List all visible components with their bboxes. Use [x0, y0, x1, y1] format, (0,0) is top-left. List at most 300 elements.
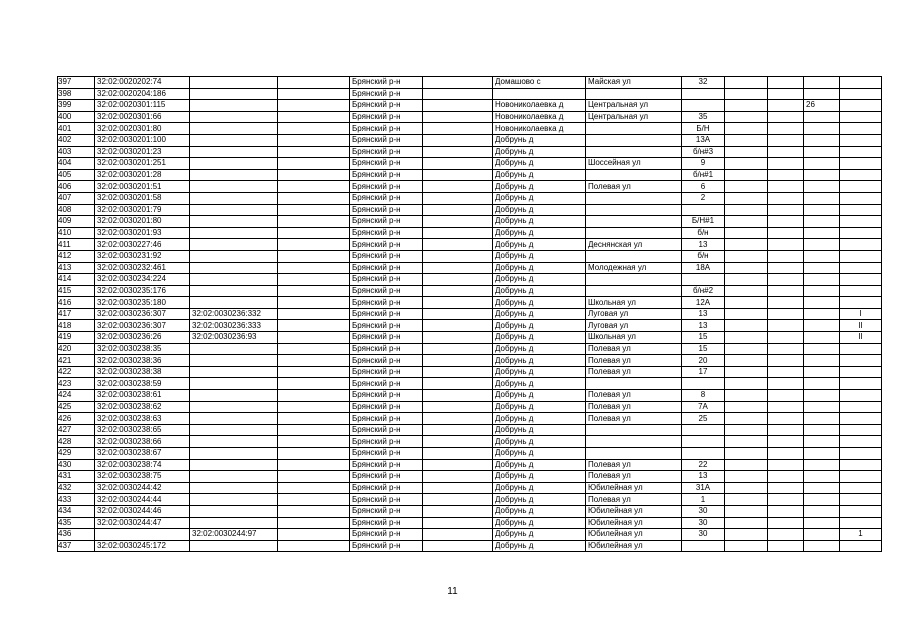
cell-structure	[768, 285, 804, 297]
cell-parent-cadastral-number	[190, 192, 278, 204]
cell-room	[840, 401, 882, 413]
cell-apartment	[804, 285, 840, 297]
cell-building	[725, 297, 768, 309]
table-row	[58, 274, 882, 286]
cell-street: Юбилейная ул	[586, 517, 682, 529]
cell-blank-col-a	[278, 123, 350, 135]
cell-blank-col-b	[423, 424, 493, 436]
cell-structure	[768, 134, 804, 146]
cell-blank-col-b	[423, 505, 493, 517]
cell-cadastral-number: 32:02:0030201:23	[95, 146, 190, 158]
table-row	[58, 320, 882, 332]
cell-district: Брянский р-н	[350, 204, 423, 216]
cell-blank-col-a	[278, 227, 350, 239]
cell-apartment	[804, 297, 840, 309]
cell-district: Брянский р-н	[350, 436, 423, 448]
cell-blank-col-b	[423, 134, 493, 146]
cell-apartment	[804, 517, 840, 529]
cell-district: Брянский р-н	[350, 146, 423, 158]
cell-room	[840, 297, 882, 309]
cell-row-number: 420	[58, 343, 95, 355]
cell-house-number	[682, 448, 725, 460]
cell-settlement: Добрунь д	[493, 459, 586, 471]
table-row	[58, 158, 882, 170]
cell-house-number: 2	[682, 192, 725, 204]
table-row	[58, 505, 882, 517]
cell-structure	[768, 216, 804, 228]
cell-settlement: Добрунь д	[493, 158, 586, 170]
cell-street: Юбилейная ул	[586, 529, 682, 541]
cell-parent-cadastral-number	[190, 216, 278, 228]
cell-room: II	[840, 320, 882, 332]
cell-district: Брянский р-н	[350, 517, 423, 529]
cell-cadastral-number: 32:02:0030244:42	[95, 482, 190, 494]
cell-house-number: 7А	[682, 401, 725, 413]
cell-settlement: Добрунь д	[493, 274, 586, 286]
cell-structure	[768, 529, 804, 541]
cell-blank-col-b	[423, 494, 493, 506]
cell-street: Полевая ул	[586, 459, 682, 471]
cell-district: Брянский р-н	[350, 227, 423, 239]
cell-house-number: 32	[682, 77, 725, 89]
cell-settlement: Добрунь д	[493, 424, 586, 436]
cell-apartment	[804, 494, 840, 506]
cell-settlement: Добрунь д	[493, 366, 586, 378]
cell-structure	[768, 320, 804, 332]
cell-street: Шоссейная ул	[586, 158, 682, 170]
cell-house-number: 17	[682, 366, 725, 378]
cell-building	[725, 274, 768, 286]
cell-cadastral-number: 32:02:0030238:67	[95, 448, 190, 460]
cell-apartment	[804, 424, 840, 436]
table-row	[58, 413, 882, 425]
cell-parent-cadastral-number	[190, 169, 278, 181]
cell-parent-cadastral-number	[190, 343, 278, 355]
cell-row-number: 431	[58, 471, 95, 483]
cell-settlement: Добрунь д	[493, 146, 586, 158]
cell-building	[725, 343, 768, 355]
cell-district: Брянский р-н	[350, 134, 423, 146]
table-row	[58, 262, 882, 274]
cell-row-number: 437	[58, 540, 95, 552]
cell-blank-col-b	[423, 100, 493, 112]
cell-district: Брянский р-н	[350, 355, 423, 367]
cell-blank-col-a	[278, 111, 350, 123]
cell-structure	[768, 436, 804, 448]
cell-room	[840, 100, 882, 112]
cell-district: Брянский р-н	[350, 181, 423, 193]
cell-apartment	[804, 459, 840, 471]
table-row	[58, 448, 882, 460]
cell-room	[840, 448, 882, 460]
table-row	[58, 111, 882, 123]
cell-room	[840, 204, 882, 216]
cell-row-number: 435	[58, 517, 95, 529]
table-row	[58, 459, 882, 471]
cell-cadastral-number: 32:02:0030201:80	[95, 216, 190, 228]
cell-row-number: 402	[58, 134, 95, 146]
cell-district: Брянский р-н	[350, 239, 423, 251]
cell-structure	[768, 448, 804, 460]
cell-apartment	[804, 216, 840, 228]
cell-district: Брянский р-н	[350, 158, 423, 170]
cell-district: Брянский р-н	[350, 343, 423, 355]
cell-parent-cadastral-number	[190, 100, 278, 112]
cell-structure	[768, 343, 804, 355]
cell-apartment	[804, 169, 840, 181]
cell-row-number: 401	[58, 123, 95, 135]
cell-settlement: Добрунь д	[493, 134, 586, 146]
cell-row-number: 416	[58, 297, 95, 309]
cell-building	[725, 262, 768, 274]
cell-street: Центральная ул	[586, 111, 682, 123]
cell-blank-col-b	[423, 482, 493, 494]
cell-street	[586, 448, 682, 460]
cell-district: Брянский р-н	[350, 540, 423, 552]
cell-room	[840, 355, 882, 367]
cell-blank-col-b	[423, 390, 493, 402]
cell-row-number: 400	[58, 111, 95, 123]
cell-settlement: Добрунь д	[493, 227, 586, 239]
cell-row-number: 399	[58, 100, 95, 112]
cell-room	[840, 505, 882, 517]
cell-apartment	[804, 366, 840, 378]
cell-district: Брянский р-н	[350, 482, 423, 494]
cell-row-number: 409	[58, 216, 95, 228]
cell-building	[725, 308, 768, 320]
cell-house-number: 30	[682, 505, 725, 517]
cell-building	[725, 111, 768, 123]
cell-blank-col-a	[278, 401, 350, 413]
table-row	[58, 494, 882, 506]
page-number: 11	[447, 586, 458, 597]
cell-apartment	[804, 390, 840, 402]
cell-apartment	[804, 471, 840, 483]
cell-room	[840, 111, 882, 123]
cell-apartment	[804, 343, 840, 355]
table-row	[58, 401, 882, 413]
cell-settlement: Добрунь д	[493, 471, 586, 483]
cell-building	[725, 239, 768, 251]
cell-parent-cadastral-number	[190, 494, 278, 506]
cell-room	[840, 250, 882, 262]
cell-district: Брянский р-н	[350, 401, 423, 413]
cell-parent-cadastral-number	[190, 239, 278, 251]
cell-street	[586, 250, 682, 262]
cell-parent-cadastral-number	[190, 424, 278, 436]
cell-cadastral-number: 32:02:0030238:36	[95, 355, 190, 367]
cell-blank-col-b	[423, 285, 493, 297]
cell-building	[725, 529, 768, 541]
table-row	[58, 355, 882, 367]
cell-row-number: 424	[58, 390, 95, 402]
cell-apartment	[804, 308, 840, 320]
cell-house-number	[682, 424, 725, 436]
cell-blank-col-a	[278, 355, 350, 367]
table-row	[58, 227, 882, 239]
cell-row-number: 404	[58, 158, 95, 170]
cell-building	[725, 88, 768, 100]
table-row	[58, 88, 882, 100]
cell-house-number	[682, 88, 725, 100]
cell-district: Брянский р-н	[350, 494, 423, 506]
cell-apartment	[804, 134, 840, 146]
cell-blank-col-a	[278, 192, 350, 204]
cell-district: Брянский р-н	[350, 250, 423, 262]
cell-house-number: Б/Н#1	[682, 216, 725, 228]
cell-structure	[768, 192, 804, 204]
cell-apartment	[804, 146, 840, 158]
cell-row-number: 398	[58, 88, 95, 100]
cell-district: Брянский р-н	[350, 459, 423, 471]
cell-row-number: 397	[58, 77, 95, 89]
cell-cadastral-number: 32:02:0030236:26	[95, 332, 190, 344]
cell-apartment	[804, 320, 840, 332]
cell-row-number: 406	[58, 181, 95, 193]
cell-building	[725, 216, 768, 228]
cell-blank-col-b	[423, 448, 493, 460]
cell-building	[725, 192, 768, 204]
cell-apartment	[804, 227, 840, 239]
cell-structure	[768, 332, 804, 344]
cell-blank-col-a	[278, 216, 350, 228]
cell-street: Молодежная ул	[586, 262, 682, 274]
cell-apartment	[804, 250, 840, 262]
table-row	[58, 540, 882, 552]
cell-cadastral-number: 32:02:0020301:80	[95, 123, 190, 135]
cell-building	[725, 517, 768, 529]
cell-row-number: 422	[58, 366, 95, 378]
cell-apartment	[804, 436, 840, 448]
cell-house-number: б/н	[682, 227, 725, 239]
cell-parent-cadastral-number	[190, 297, 278, 309]
cell-row-number: 419	[58, 332, 95, 344]
table-row	[58, 285, 882, 297]
cell-street: Полевая ул	[586, 181, 682, 193]
cell-room: II	[840, 332, 882, 344]
cell-settlement: Добрунь д	[493, 308, 586, 320]
cell-room	[840, 285, 882, 297]
cell-row-number: 434	[58, 505, 95, 517]
cell-street: Юбилейная ул	[586, 540, 682, 552]
cell-row-number: 423	[58, 378, 95, 390]
cell-settlement: Домашово с	[493, 77, 586, 89]
cell-blank-col-a	[278, 482, 350, 494]
table-row	[58, 239, 882, 251]
cell-cadastral-number: 32:02:0030238:59	[95, 378, 190, 390]
cell-apartment	[804, 401, 840, 413]
cell-structure	[768, 88, 804, 100]
cell-blank-col-a	[278, 494, 350, 506]
cell-parent-cadastral-number	[190, 134, 278, 146]
cell-parent-cadastral-number	[190, 540, 278, 552]
cell-room	[840, 471, 882, 483]
cell-structure	[768, 459, 804, 471]
cell-cadastral-number: 32:02:0030201:93	[95, 227, 190, 239]
cell-building	[725, 100, 768, 112]
cell-blank-col-b	[423, 297, 493, 309]
cell-settlement: Добрунь д	[493, 355, 586, 367]
cell-house-number: 1	[682, 494, 725, 506]
cell-blank-col-b	[423, 77, 493, 89]
cell-cadastral-number: 32:02:0030235:176	[95, 285, 190, 297]
cell-parent-cadastral-number	[190, 77, 278, 89]
cell-parent-cadastral-number	[190, 274, 278, 286]
cell-blank-col-a	[278, 390, 350, 402]
cell-house-number: б/н#3	[682, 146, 725, 158]
cell-row-number: 414	[58, 274, 95, 286]
cell-room	[840, 227, 882, 239]
cell-room	[840, 366, 882, 378]
cell-room	[840, 274, 882, 286]
cell-house-number: 30	[682, 517, 725, 529]
cell-apartment	[804, 111, 840, 123]
cell-blank-col-b	[423, 192, 493, 204]
cell-settlement: Добрунь д	[493, 239, 586, 251]
cell-settlement: Добрунь д	[493, 320, 586, 332]
cell-street: Полевая ул	[586, 494, 682, 506]
cell-apartment	[804, 482, 840, 494]
cell-house-number: 6	[682, 181, 725, 193]
cell-district: Брянский р-н	[350, 111, 423, 123]
cell-room	[840, 88, 882, 100]
cell-blank-col-a	[278, 169, 350, 181]
cell-parent-cadastral-number: 32:02:0030244:97	[190, 529, 278, 541]
cell-room	[840, 459, 882, 471]
cell-building	[725, 169, 768, 181]
cell-blank-col-b	[423, 227, 493, 239]
cell-parent-cadastral-number	[190, 505, 278, 517]
cell-district: Брянский р-н	[350, 192, 423, 204]
cell-blank-col-a	[278, 285, 350, 297]
table-row	[58, 436, 882, 448]
cell-house-number: б/н#1	[682, 169, 725, 181]
cell-building	[725, 482, 768, 494]
cell-building	[725, 471, 768, 483]
cell-room: I	[840, 308, 882, 320]
cell-cadastral-number: 32:02:0030238:63	[95, 413, 190, 425]
cell-blank-col-a	[278, 529, 350, 541]
cell-parent-cadastral-number	[190, 181, 278, 193]
cell-cadastral-number: 32:02:0030238:75	[95, 471, 190, 483]
cell-cadastral-number: 32:02:0030238:74	[95, 459, 190, 471]
cell-building	[725, 77, 768, 89]
cell-blank-col-b	[423, 401, 493, 413]
cell-blank-col-b	[423, 471, 493, 483]
cell-row-number: 421	[58, 355, 95, 367]
cell-street	[586, 169, 682, 181]
cell-parent-cadastral-number	[190, 366, 278, 378]
cell-cadastral-number: 32:02:0020301:66	[95, 111, 190, 123]
cell-parent-cadastral-number	[190, 123, 278, 135]
cell-blank-col-a	[278, 448, 350, 460]
cell-structure	[768, 204, 804, 216]
cell-cadastral-number: 32:02:0020301:115	[95, 100, 190, 112]
cell-room	[840, 134, 882, 146]
cell-street: Деснянская ул	[586, 239, 682, 251]
cell-blank-col-a	[278, 424, 350, 436]
table-row	[58, 250, 882, 262]
cell-street: Школьная ул	[586, 332, 682, 344]
cell-blank-col-a	[278, 413, 350, 425]
table-row	[58, 181, 882, 193]
cell-street	[586, 424, 682, 436]
cell-apartment	[804, 274, 840, 286]
cell-settlement: Добрунь д	[493, 250, 586, 262]
cell-settlement: Добрунь д	[493, 285, 586, 297]
cell-row-number: 430	[58, 459, 95, 471]
cell-blank-col-a	[278, 320, 350, 332]
cell-blank-col-b	[423, 146, 493, 158]
cell-blank-col-b	[423, 343, 493, 355]
cell-building	[725, 332, 768, 344]
cell-blank-col-a	[278, 436, 350, 448]
cell-district: Брянский р-н	[350, 448, 423, 460]
cell-structure	[768, 494, 804, 506]
cell-street: Майская ул	[586, 77, 682, 89]
cell-structure	[768, 390, 804, 402]
cell-apartment	[804, 88, 840, 100]
cell-settlement	[493, 88, 586, 100]
cell-room	[840, 413, 882, 425]
cell-parent-cadastral-number	[190, 262, 278, 274]
cell-blank-col-b	[423, 158, 493, 170]
cell-room	[840, 517, 882, 529]
cell-room	[840, 158, 882, 170]
cell-blank-col-b	[423, 332, 493, 344]
registry-table	[57, 76, 882, 552]
cell-parent-cadastral-number	[190, 471, 278, 483]
cell-settlement: Добрунь д	[493, 181, 586, 193]
cell-structure	[768, 366, 804, 378]
cell-structure	[768, 401, 804, 413]
cell-building	[725, 413, 768, 425]
cell-building	[725, 424, 768, 436]
cell-blank-col-b	[423, 540, 493, 552]
cell-settlement: Добрунь д	[493, 216, 586, 228]
cell-cadastral-number: 32:02:0030201:51	[95, 181, 190, 193]
cell-street	[586, 146, 682, 158]
cell-blank-col-a	[278, 88, 350, 100]
cell-blank-col-a	[278, 77, 350, 89]
cell-building	[725, 320, 768, 332]
cell-room	[840, 262, 882, 274]
cell-house-number: 13А	[682, 134, 725, 146]
cell-structure	[768, 169, 804, 181]
cell-settlement: Добрунь д	[493, 297, 586, 309]
cell-blank-col-a	[278, 134, 350, 146]
cell-blank-col-b	[423, 308, 493, 320]
cell-apartment	[804, 239, 840, 251]
cell-structure	[768, 517, 804, 529]
cell-building	[725, 123, 768, 135]
table-row	[58, 123, 882, 135]
cell-blank-col-b	[423, 111, 493, 123]
cell-street: Юбилейная ул	[586, 482, 682, 494]
cell-cadastral-number: 32:02:0030245:172	[95, 540, 190, 552]
cell-settlement: Добрунь д	[493, 494, 586, 506]
cell-building	[725, 459, 768, 471]
cell-blank-col-b	[423, 216, 493, 228]
cell-blank-col-a	[278, 366, 350, 378]
cell-structure	[768, 239, 804, 251]
cell-district: Брянский р-н	[350, 332, 423, 344]
cell-cadastral-number: 32:02:0030201:79	[95, 204, 190, 216]
cell-parent-cadastral-number	[190, 390, 278, 402]
cell-street: Полевая ул	[586, 390, 682, 402]
cell-apartment	[804, 262, 840, 274]
table-row	[58, 192, 882, 204]
